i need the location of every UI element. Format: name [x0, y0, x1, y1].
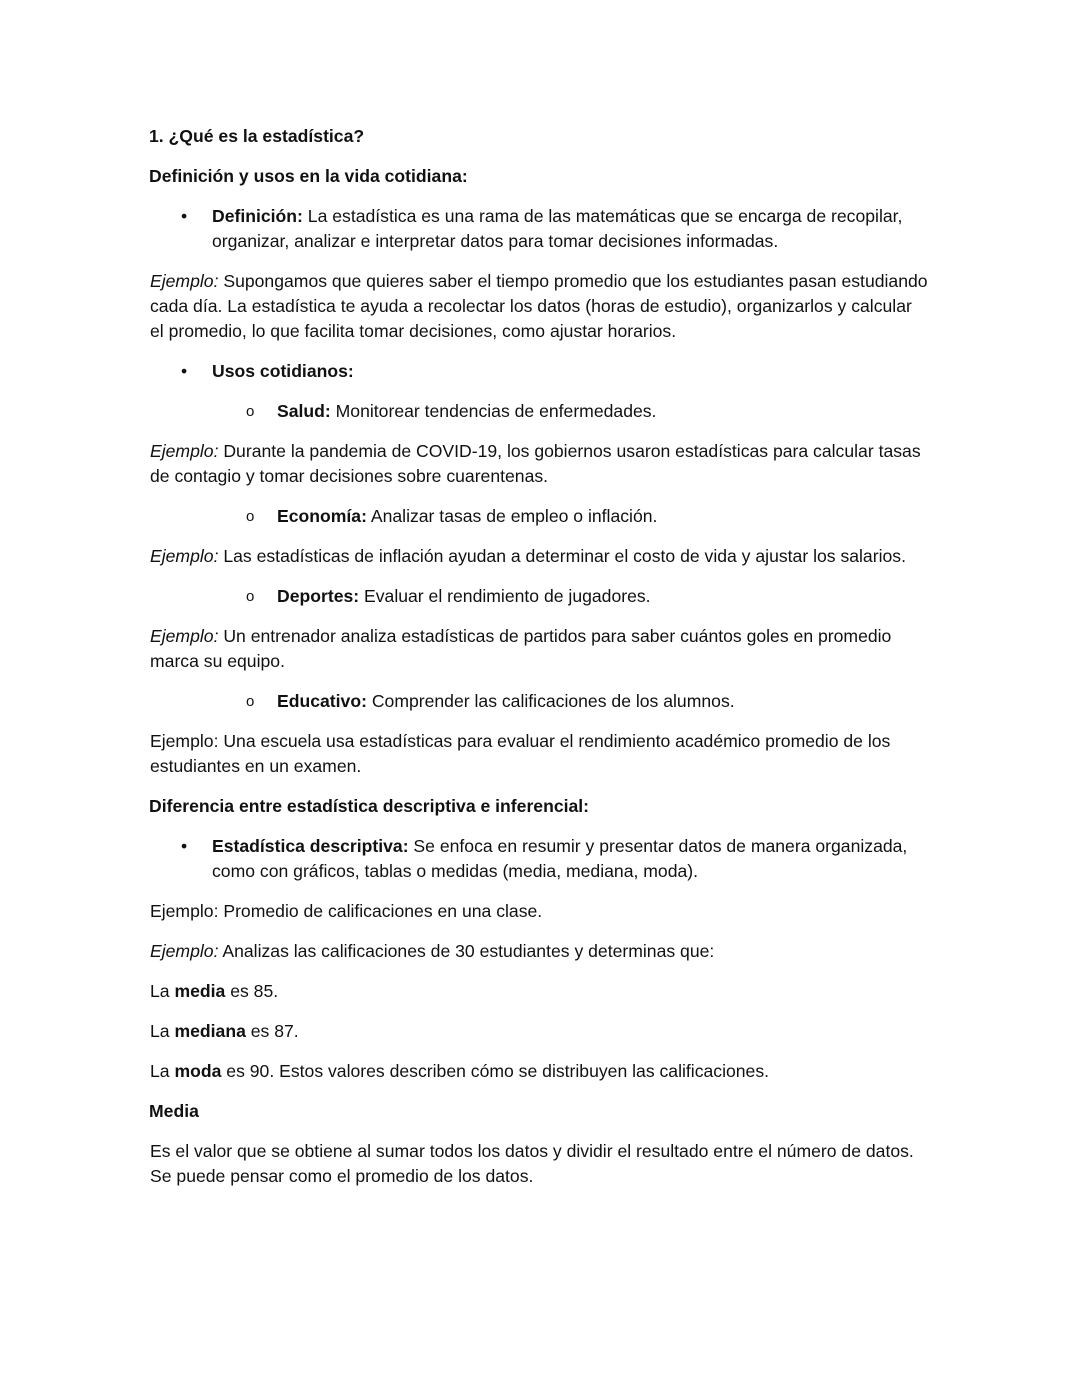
text: La: [150, 1061, 175, 1081]
text: Es el valor que se obtiene al sumar todos los datos y dividir el resultado entre el número de datos. Se puede pensar como el promedio de los datos.: [150, 1141, 914, 1186]
circle-bullet-icon: o: [246, 403, 255, 420]
text: Evaluar el rendimiento de jugadores.: [359, 586, 651, 606]
text: Analizar tasas de empleo o inflación.: [366, 506, 658, 526]
example-label: Ejemplo:: [150, 546, 219, 566]
example-label: Ejemplo:: [150, 441, 219, 461]
example-paragraph: [150, 624, 930, 674]
text: Ejemplo: Promedio de calificaciones en una clase.: [150, 901, 543, 921]
text: es 85.: [225, 981, 279, 1001]
sub-bullet-educativo: [150, 689, 930, 714]
label: Deportes:: [277, 586, 360, 606]
text: Durante la pandemia de COVID-19, los gobiernos usaron estadísticas para calcular tasas de contagio y tomar decisiones sobre cuarentenas.: [150, 441, 921, 486]
title-text: 1. ¿Qué es la estadística?: [149, 126, 365, 146]
document-page: [150, 124, 930, 1204]
text: Se enfoca en resumir y presentar datos de manera organizada, como con gráficos, tablas o medidas (media, mediana, moda).: [212, 836, 908, 881]
text: La estadística es una rama de las matemáticas que se encarga de recopilar, organizar, analizar e interpretar datos para tomar decisiones informadas.: [212, 206, 903, 251]
bullet-icon: •: [181, 836, 188, 856]
text: Un entrenador analiza estadísticas de partidos para saber cuántos goles en promedio marca su equipo.: [150, 626, 892, 671]
text: Monitorear tendencias de enfermedades.: [330, 401, 657, 421]
example-label: Ejemplo:: [150, 941, 219, 961]
subheading-diferencia: [149, 794, 930, 819]
text: es 90. Estos valores describen cómo se distribuyen las calificaciones.: [221, 1061, 770, 1081]
term: moda: [174, 1061, 222, 1081]
label: Definición:: [212, 206, 303, 226]
text: La: [150, 981, 175, 1001]
example-paragraph: [150, 544, 930, 569]
text: Comprender las calificaciones de los alumnos.: [366, 691, 735, 711]
term: mediana: [174, 1021, 246, 1041]
example-paragraph: [150, 899, 930, 924]
circle-bullet-icon: o: [246, 588, 255, 605]
text: es 87.: [245, 1021, 299, 1041]
bullet-usos: [150, 359, 930, 384]
text: La: [150, 1021, 175, 1041]
label: Economía:: [277, 506, 367, 526]
text: Ejemplo: Una escuela usa estadísticas para evaluar el rendimiento académico promedio de los estudiantes en un examen.: [150, 731, 891, 776]
moda-line: [150, 1059, 930, 1084]
section-title: [149, 124, 930, 149]
media-heading: [149, 1099, 930, 1124]
example-label: Ejemplo:: [150, 626, 219, 646]
bullet-icon: •: [181, 206, 188, 226]
subheading-text: Definición y usos en la vida cotidiana:: [149, 166, 468, 186]
circle-bullet-icon: o: [246, 693, 255, 710]
circle-bullet-icon: o: [246, 508, 255, 525]
mediana-line: [150, 1019, 930, 1044]
example-paragraph: [150, 939, 930, 964]
label: Salud:: [277, 401, 331, 421]
bullet-descriptiva: [150, 834, 930, 884]
example-label: Ejemplo:: [150, 271, 219, 291]
subheading-definicion-usos: [149, 164, 930, 189]
heading-text: Media: [149, 1101, 199, 1121]
example-paragraph: [150, 269, 930, 344]
label: Usos cotidianos:: [212, 361, 354, 381]
sub-bullet-economia: [150, 504, 930, 529]
media-definition: [150, 1139, 930, 1189]
text: Supongamos que quieres saber el tiempo promedio que los estudiantes pasan estudiando cada día. La estadística te ayuda a recolectar los datos (horas de estudio), organizarlos y calcular el promedio, lo que facilita tomar decisiones, como ajustar horarios.: [150, 271, 928, 341]
sub-bullet-salud: [150, 399, 930, 424]
text: Las estadísticas de inflación ayudan a determinar el costo de vida y ajustar los salarios.: [218, 546, 906, 566]
text: Analizas las calificaciones de 30 estudiantes y determinas que:: [218, 941, 715, 961]
example-paragraph: [150, 439, 930, 489]
bullet-definicion: [150, 204, 930, 254]
bullet-icon: •: [181, 361, 188, 381]
media-line: [150, 979, 930, 1004]
example-paragraph: [150, 729, 930, 779]
sub-bullet-deportes: [150, 584, 930, 609]
term: media: [174, 981, 226, 1001]
label: Educativo:: [277, 691, 367, 711]
label: Estadística descriptiva:: [212, 836, 409, 856]
subheading-text: Diferencia entre estadística descriptiva e inferencial:: [149, 796, 590, 816]
